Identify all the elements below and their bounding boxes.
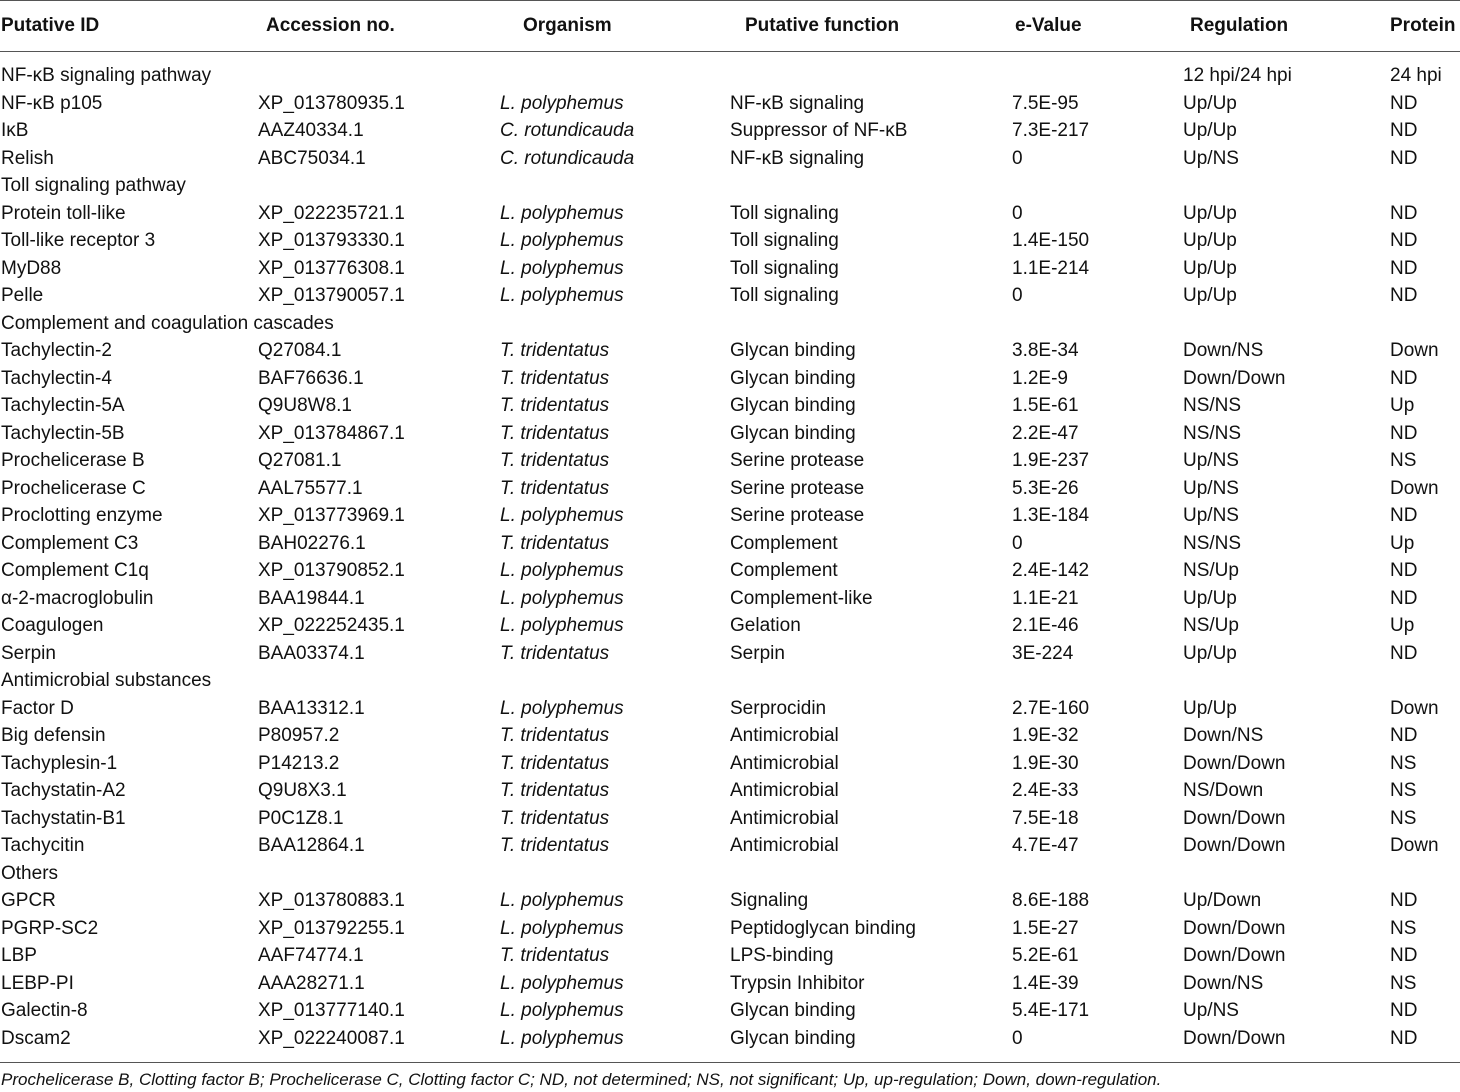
table-cell: T. tridentatus: [500, 477, 610, 499]
table-cell: Coagulogen: [1, 615, 104, 636]
table-cell: Down/Down: [1183, 835, 1286, 856]
table-cell: LBP: [1, 945, 37, 966]
header-cell: Protein: [1390, 15, 1456, 36]
table-cell: T. tridentatus: [500, 367, 610, 389]
table-cell: Tachycitin: [1, 835, 85, 856]
table-cell: BAH02276.1: [258, 532, 366, 554]
table-cell: α-2-macroglobulin: [1, 587, 154, 609]
table-cell: Antimicrobial: [730, 725, 839, 746]
table-cell: 2.7E-160: [1012, 697, 1090, 719]
table-cell: Complement: [730, 532, 838, 554]
table-cell: L. polyphemus: [500, 587, 624, 609]
table-cell: Antimicrobial: [730, 835, 839, 856]
table-cell: Glycan binding: [730, 1000, 856, 1021]
table-cell: T. tridentatus: [500, 835, 610, 856]
table-cell: Signaling: [730, 890, 809, 911]
table-cell: XP_013777140.1: [258, 1000, 405, 1021]
table-cell: Toll signaling: [730, 230, 839, 251]
table-cell: 1.2E-9: [1012, 367, 1068, 389]
table-cell: Glycan binding: [730, 367, 856, 389]
table-cell: Prochelicerase C: [1, 477, 146, 499]
table-cell: Up/NS: [1183, 477, 1239, 499]
table-cell: GPCR: [1, 890, 56, 911]
table-cell: Up: [1390, 395, 1415, 416]
table-cell: L. polyphemus: [500, 560, 624, 581]
table-cell: L. polyphemus: [500, 890, 624, 911]
table-row: [0, 337, 1460, 365]
table-cell: XP_013792255.1: [258, 917, 405, 939]
table-cell: 4.7E-47: [1012, 835, 1079, 856]
table-cell: Down: [1390, 835, 1439, 856]
table-cell: P14213.2: [258, 752, 340, 774]
table-cell: Galectin-8: [1, 1000, 88, 1021]
table-row: [0, 282, 1460, 310]
table-cell: Up/NS: [1183, 147, 1239, 169]
table-cell: Glycan binding: [730, 422, 856, 444]
table-cell: XP_013790057.1: [258, 285, 405, 306]
table-cell: Complement: [730, 560, 838, 581]
table-cell: 0: [1012, 1027, 1023, 1049]
table-row: [0, 640, 1460, 668]
section-row: [0, 860, 1460, 888]
table-cell: Toll-like receptor 3: [1, 230, 156, 251]
table-cell: Glycan binding: [730, 395, 856, 416]
table-cell: Down/Down: [1183, 752, 1286, 774]
table-cell: L. polyphemus: [500, 257, 624, 279]
table-cell: ND: [1390, 945, 1418, 966]
table-cell: ND: [1390, 230, 1418, 251]
table-cell: Dscam2: [1, 1027, 71, 1049]
table-cell: Big defensin: [1, 725, 106, 746]
section-row: [0, 62, 1460, 90]
table-cell: Up/Up: [1183, 92, 1237, 114]
table-cell: ND: [1390, 725, 1418, 746]
table-cell: Glycan binding: [730, 340, 856, 361]
table-cell: NS: [1390, 807, 1417, 829]
table-cell: Down: [1390, 340, 1439, 361]
table-cell: Gelation: [730, 615, 801, 636]
table-cell: L. polyphemus: [500, 1027, 624, 1049]
table-cell: ND: [1390, 120, 1418, 141]
section-title: Complement and coagulation cascades: [1, 312, 334, 334]
table-row: [0, 1025, 1460, 1053]
table-cell: 1.9E-30: [1012, 752, 1079, 774]
table-cell: Complement-like: [730, 587, 873, 609]
table-cell: Down/Down: [1183, 1027, 1286, 1049]
table-cell: Serine protease: [730, 450, 865, 471]
table-cell: BAA12864.1: [258, 835, 365, 856]
table-cell: Trypsin Inhibitor: [730, 972, 865, 994]
table-cell: NS: [1390, 450, 1417, 471]
table-cell: T. tridentatus: [500, 642, 610, 664]
table-cell: 1.9E-32: [1012, 725, 1079, 746]
table-cell: XP_013780883.1: [258, 890, 405, 911]
table-row: [0, 585, 1460, 613]
table-row: [0, 832, 1460, 860]
table-cell: ND: [1390, 202, 1418, 224]
table-cell: XP_022235721.1: [258, 202, 405, 224]
table-cell: L. polyphemus: [500, 505, 624, 526]
table-cell: NF-κB signaling: [730, 147, 865, 169]
table-cell: BAA19844.1: [258, 587, 365, 609]
table-cell: Antimicrobial: [730, 807, 839, 829]
table-cell: Down/NS: [1183, 725, 1264, 746]
table-cell: 2.2E-47: [1012, 422, 1079, 444]
table-cell: Down/Down: [1183, 367, 1286, 389]
table-cell: Up: [1390, 532, 1415, 554]
table-cell: Up/Down: [1183, 890, 1262, 911]
table-row: [0, 530, 1460, 558]
table-cell: 2.1E-46: [1012, 615, 1079, 636]
table-cell: T. tridentatus: [500, 752, 610, 774]
table-cell: Antimicrobial: [730, 780, 839, 801]
table-cell: 0: [1012, 202, 1023, 224]
table-cell: L. polyphemus: [500, 92, 624, 114]
table-cell: Up/Up: [1183, 257, 1237, 279]
table-cell: PGRP-SC2: [1, 917, 99, 939]
table-cell: Toll signaling: [730, 202, 839, 224]
table-cell: Down: [1390, 477, 1439, 499]
table-row: [0, 420, 1460, 448]
table-cell: NS/NS: [1183, 422, 1242, 444]
table-cell: 1.1E-21: [1012, 587, 1079, 609]
section-title: Antimicrobial substances: [1, 670, 212, 691]
table-row: [0, 970, 1460, 998]
table-cell: Protein toll-like: [1, 202, 126, 224]
table-cell: ND: [1390, 560, 1418, 581]
table-cell: ND: [1390, 367, 1418, 389]
section-title: Toll signaling pathway: [1, 175, 186, 196]
table-cell: Down/NS: [1183, 340, 1264, 361]
table-cell: XP_013793330.1: [258, 230, 405, 251]
table-cell: Toll signaling: [730, 257, 839, 279]
table-cell: Tachystatin-B1: [1, 807, 126, 829]
table-cell: Down/Down: [1183, 945, 1286, 966]
table-row: [0, 255, 1460, 283]
table-cell: Q27081.1: [258, 450, 342, 471]
table-cell: NS/Up: [1183, 615, 1239, 636]
table-row: [0, 392, 1460, 420]
table-cell: L. polyphemus: [500, 285, 624, 306]
header-row: [0, 0, 1460, 52]
table-cell: Q27084.1: [258, 340, 342, 361]
table-cell: 7.5E-95: [1012, 92, 1079, 114]
table-cell: Down/Down: [1183, 917, 1286, 939]
header-cell: Accession no.: [266, 15, 395, 36]
table-cell: Peptidoglycan binding: [730, 917, 916, 939]
protein-timepoint: 24 hpi: [1390, 65, 1442, 86]
table-cell: BAA13312.1: [258, 697, 365, 719]
table-cell: ND: [1390, 505, 1418, 526]
table-cell: 1.4E-39: [1012, 972, 1079, 994]
table-cell: Tachylectin-2: [1, 340, 112, 361]
table-cell: Complement C1q: [1, 560, 149, 581]
table-cell: 1.3E-184: [1012, 505, 1090, 526]
table-cell: NS: [1390, 972, 1417, 994]
header-cell: Putative ID: [1, 15, 100, 36]
table-cell: T. tridentatus: [500, 725, 610, 746]
table-cell: 5.2E-61: [1012, 945, 1079, 966]
table-cell: T. tridentatus: [500, 532, 610, 554]
table-cell: Tachystatin-A2: [1, 780, 126, 801]
table-cell: 1.1E-214: [1012, 257, 1090, 279]
section-row: [0, 310, 1460, 338]
table-cell: L. polyphemus: [500, 697, 624, 719]
table-row: [0, 502, 1460, 530]
table-cell: ND: [1390, 257, 1418, 279]
table-cell: Up/Up: [1183, 697, 1237, 719]
table-cell: XP_022252435.1: [258, 615, 405, 636]
table-row: [0, 887, 1460, 915]
table-row: [0, 695, 1460, 723]
table-cell: Down/NS: [1183, 972, 1264, 994]
section-title: Others: [1, 862, 59, 884]
table-cell: Up/NS: [1183, 505, 1239, 526]
table-cell: ND: [1390, 890, 1418, 911]
table-cell: Up/Up: [1183, 587, 1237, 609]
table-cell: AAA28271.1: [258, 972, 365, 994]
table-cell: Serine protease: [730, 505, 865, 526]
table-cell: 8.6E-188: [1012, 890, 1090, 911]
table-row: [0, 915, 1460, 943]
table-cell: XP_013780935.1: [258, 92, 405, 114]
table-cell: LEBP-PI: [1, 972, 74, 994]
table-footnote: Prochelicerase B, Clotting factor B; Prochelicerase C, Clotting factor C; ND, not determined; NS, not significant; Up, up-regulation; Down, down-regulation.: [1, 1070, 1162, 1089]
table-cell: 7.5E-18: [1012, 807, 1079, 829]
table-cell: 5.4E-171: [1012, 1000, 1090, 1021]
header-cell: Organism: [523, 15, 612, 36]
table-cell: Down: [1390, 697, 1439, 719]
table-cell: NS: [1390, 752, 1417, 774]
table-row: [0, 227, 1460, 255]
table-cell: ND: [1390, 1027, 1418, 1049]
table-cell: 3.8E-34: [1012, 340, 1079, 361]
header-cell: e-Value: [1015, 15, 1082, 36]
table-row: [0, 117, 1460, 145]
table-cell: NF-κB p105: [1, 92, 103, 114]
table-cell: XP_022240087.1: [258, 1027, 405, 1049]
table-cell: 0: [1012, 532, 1023, 554]
table-cell: C. rotundicauda: [500, 120, 635, 141]
table-cell: ND: [1390, 642, 1418, 664]
table-cell: Relish: [1, 147, 54, 169]
table-row: [0, 942, 1460, 970]
table-cell: Pelle: [1, 285, 44, 306]
table-cell: XP_013784867.1: [258, 422, 405, 444]
table-cell: Serpin: [1, 642, 56, 664]
table-row: [0, 475, 1460, 503]
table-cell: Down/Down: [1183, 807, 1286, 829]
table-cell: NF-κB signaling: [730, 92, 865, 114]
table-row: [0, 722, 1460, 750]
table-row: [0, 447, 1460, 475]
table-cell: 1.5E-27: [1012, 917, 1079, 939]
table-cell: T. tridentatus: [500, 780, 610, 801]
table-cell: Prochelicerase B: [1, 450, 145, 471]
table-cell: Factor D: [1, 697, 74, 719]
table-cell: ND: [1390, 147, 1418, 169]
table-cell: NS/NS: [1183, 532, 1242, 554]
table-cell: ND: [1390, 1000, 1418, 1021]
table-cell: 1.5E-61: [1012, 395, 1079, 416]
table-cell: ND: [1390, 92, 1418, 114]
table-cell: BAF76636.1: [258, 367, 364, 389]
table-cell: ND: [1390, 422, 1418, 444]
table-cell: Proclotting enzyme: [1, 505, 163, 526]
table-cell: NS/NS: [1183, 395, 1242, 416]
table-cell: 1.9E-237: [1012, 450, 1090, 471]
table-row: [0, 365, 1460, 393]
table-cell: 2.4E-142: [1012, 560, 1090, 581]
table-cell: P0C1Z8.1: [258, 807, 344, 829]
table-cell: Tachylectin-5A: [1, 395, 125, 416]
table-cell: NS: [1390, 917, 1417, 939]
table-cell: AAZ40334.1: [258, 120, 364, 141]
table-cell: AAF74774.1: [258, 945, 364, 966]
table-cell: Up/Up: [1183, 120, 1237, 141]
table-cell: T. tridentatus: [500, 807, 610, 829]
table-cell: BAA03374.1: [258, 642, 365, 664]
table-row: [0, 750, 1460, 778]
table-cell: XP_013790852.1: [258, 560, 405, 581]
table-cell: 0: [1012, 147, 1023, 169]
table-cell: Antimicrobial: [730, 752, 839, 774]
table-row: [0, 777, 1460, 805]
table-cell: L. polyphemus: [500, 615, 624, 636]
table-cell: IκB: [1, 120, 29, 141]
table-row: [0, 200, 1460, 228]
table-cell: 2.4E-33: [1012, 780, 1079, 801]
table-cell: NS/Down: [1183, 780, 1264, 801]
table-row: [0, 557, 1460, 585]
table-cell: T. tridentatus: [500, 945, 610, 966]
table-cell: Up/Up: [1183, 642, 1237, 664]
table-cell: Tachyplesin-1: [1, 752, 118, 774]
table-cell: NS: [1390, 780, 1417, 801]
table-cell: T. tridentatus: [500, 395, 610, 416]
table-cell: NS/Up: [1183, 560, 1239, 581]
table-cell: XP_013773969.1: [258, 505, 405, 526]
table-cell: Serpin: [730, 642, 785, 664]
section-row: [0, 667, 1460, 695]
table-cell: ND: [1390, 587, 1418, 609]
table-cell: L. polyphemus: [500, 972, 624, 994]
table-cell: Up/NS: [1183, 1000, 1239, 1021]
table-row: [0, 997, 1460, 1025]
table-cell: T. tridentatus: [500, 450, 610, 471]
table-cell: Toll signaling: [730, 285, 839, 306]
header-cell: Regulation: [1190, 15, 1289, 36]
table-cell: Up/Up: [1183, 285, 1237, 306]
bottom-rule: [0, 1062, 1460, 1063]
header-cell: Putative function: [745, 15, 900, 36]
table-cell: Up: [1390, 615, 1415, 636]
header-rule: [0, 51, 1460, 52]
table-cell: Complement C3: [1, 532, 139, 554]
table-cell: P80957.2: [258, 725, 340, 746]
section-row: [0, 172, 1460, 200]
table-cell: Up/Up: [1183, 202, 1237, 224]
table-cell: Serine protease: [730, 477, 865, 499]
table-cell: Up/Up: [1183, 230, 1237, 251]
table-cell: 5.3E-26: [1012, 477, 1079, 499]
table-cell: T. tridentatus: [500, 422, 610, 444]
table-cell: LPS-binding: [730, 945, 834, 966]
table-cell: 1.4E-150: [1012, 230, 1090, 251]
table-cell: Glycan binding: [730, 1027, 856, 1049]
table-row: [0, 612, 1460, 640]
table-cell: L. polyphemus: [500, 1000, 624, 1021]
table-cell: L. polyphemus: [500, 202, 624, 224]
table-cell: Q9U8W8.1: [258, 395, 352, 416]
table-cell: AAL75577.1: [258, 477, 363, 499]
table-cell: Q9U8X3.1: [258, 780, 347, 801]
table-cell: 0: [1012, 285, 1023, 306]
table-cell: MyD88: [1, 257, 62, 279]
table-cell: T. tridentatus: [500, 340, 610, 361]
table-cell: C. rotundicauda: [500, 147, 635, 169]
table-cell: ND: [1390, 285, 1418, 306]
section-title: NF-κB signaling pathway: [1, 65, 212, 86]
regulation-timepoints: 12 hpi/24 hpi: [1183, 65, 1292, 86]
table-row: [0, 145, 1460, 173]
table-cell: 7.3E-217: [1012, 120, 1090, 141]
table-row: [0, 90, 1460, 118]
table-cell: L. polyphemus: [500, 917, 624, 939]
table-cell: Suppressor of NF-κB: [730, 120, 908, 141]
table-cell: XP_013776308.1: [258, 257, 405, 279]
table-cell: Tachylectin-5B: [1, 422, 125, 444]
table-cell: Tachylectin-4: [1, 367, 112, 389]
table-cell: 3E-224: [1012, 642, 1074, 664]
table-row: [0, 805, 1460, 833]
table-cell: L. polyphemus: [500, 230, 624, 251]
table-cell: ABC75034.1: [258, 147, 366, 169]
table-cell: Up/NS: [1183, 450, 1239, 471]
table-cell: Serprocidin: [730, 697, 827, 719]
